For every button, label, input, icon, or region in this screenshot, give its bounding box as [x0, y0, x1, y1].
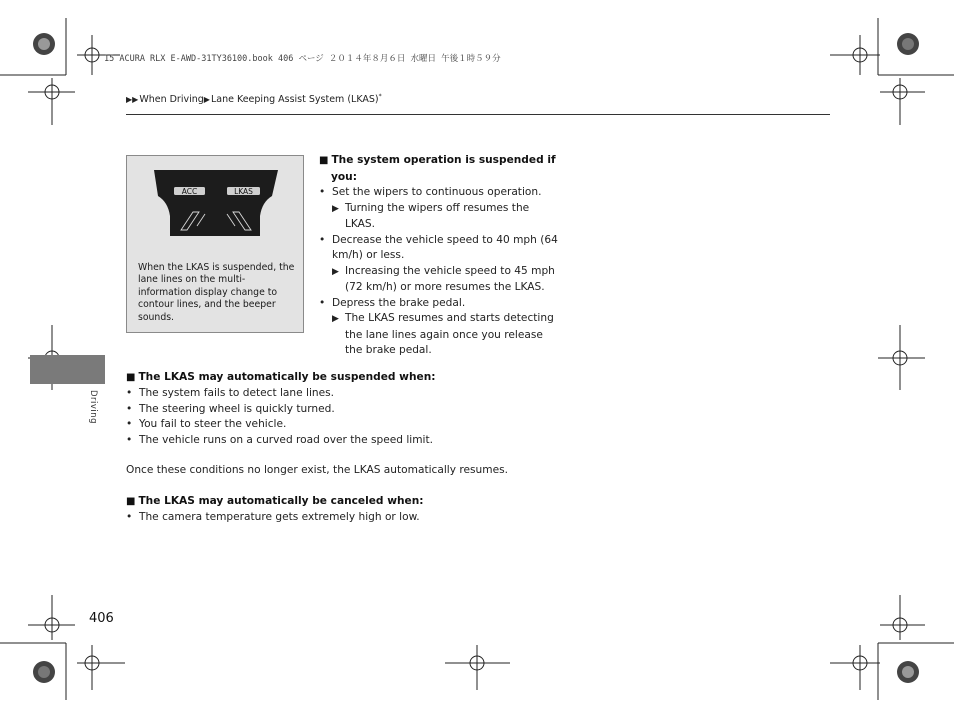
list-item: • The system fails to detect lane lines.: [126, 386, 546, 402]
sub-note: ▶ Increasing the vehicle speed to 45 mph (72 km/h) or more resumes the LKAS.: [332, 264, 555, 293]
section-heading: ■ The LKAS may automatically be suspended when:: [126, 371, 436, 383]
figure-caption: When the LKAS is suspended, the lane lines on the multi-information display change to contour lines, and the beeper sounds.: [138, 262, 295, 323]
square-bullet-icon: ■: [319, 155, 329, 166]
list-item: • Decrease the vehicle speed to 40 mph (64 km/h) or less.: [319, 233, 559, 264]
suspend-conditions-list: [319, 296, 559, 312]
breadcrumb-arrow-icon: ▶: [203, 95, 210, 105]
suspended-if-section: [319, 152, 559, 359]
sub-note: ▶ The LKAS resumes and starts detecting the lane lines again once you release the brake pedal.: [332, 312, 554, 356]
breadcrumb-arrow-icon: ▶▶: [126, 95, 139, 105]
arrow-icon: ▶: [332, 266, 339, 277]
auto-suspend-list: [126, 386, 546, 448]
list-item: • You fail to steer the vehicle.: [126, 417, 546, 433]
list-item: • The camera temperature gets extremely high or low.: [126, 510, 546, 526]
breadcrumb-footnote-mark: *: [378, 93, 382, 100]
acc-label: ACC: [181, 187, 198, 196]
suspend-conditions-list: [319, 185, 559, 201]
square-bullet-icon: ■: [126, 372, 136, 383]
arrow-icon: ▶: [332, 314, 339, 324]
lkas-display-figure: [126, 155, 304, 333]
page-number: 406: [89, 611, 114, 626]
breadcrumb-part-1: When Driving: [139, 94, 204, 106]
square-bullet-icon: ■: [126, 496, 136, 507]
resume-note: Once these conditions no longer exist, the LKAS automatically resumes.: [126, 464, 508, 476]
list-item: • Depress the brake pedal.: [319, 296, 559, 312]
lkas-label: LKAS: [234, 187, 253, 196]
auto-suspended-section: [126, 369, 546, 479]
breadcrumb-part-2: Lane Keeping Assist System (LKAS): [210, 94, 379, 106]
section-heading: ■ The LKAS may automatically be canceled when:: [126, 495, 424, 507]
list-item: • The steering wheel is quickly turned.: [126, 402, 546, 418]
section-heading: ■ The system operation is suspended if you:: [319, 154, 556, 183]
arrow-icon: ▶: [332, 203, 339, 214]
chapter-label: Driving: [88, 390, 98, 425]
list-item: • The vehicle runs on a curved road over the speed limit.: [126, 433, 546, 449]
chapter-tab: [30, 355, 105, 384]
header-divider: [126, 114, 830, 115]
breadcrumb: [126, 93, 382, 105]
multi-info-display-illustration: [127, 156, 305, 256]
sub-note: ▶ Turning the wipers off resumes the LKAS.: [332, 201, 530, 230]
print-file-info: 15 ACURA RLX E-AWD-31TY36100.book 406 ページ ２０１４年８月６日 水曜日 午後１時５９分: [104, 54, 501, 64]
list-item: • Set the wipers to continuous operation.: [319, 185, 559, 201]
auto-canceled-section: [126, 493, 546, 526]
auto-cancel-list: [126, 510, 546, 526]
suspend-conditions-list: [319, 233, 559, 264]
